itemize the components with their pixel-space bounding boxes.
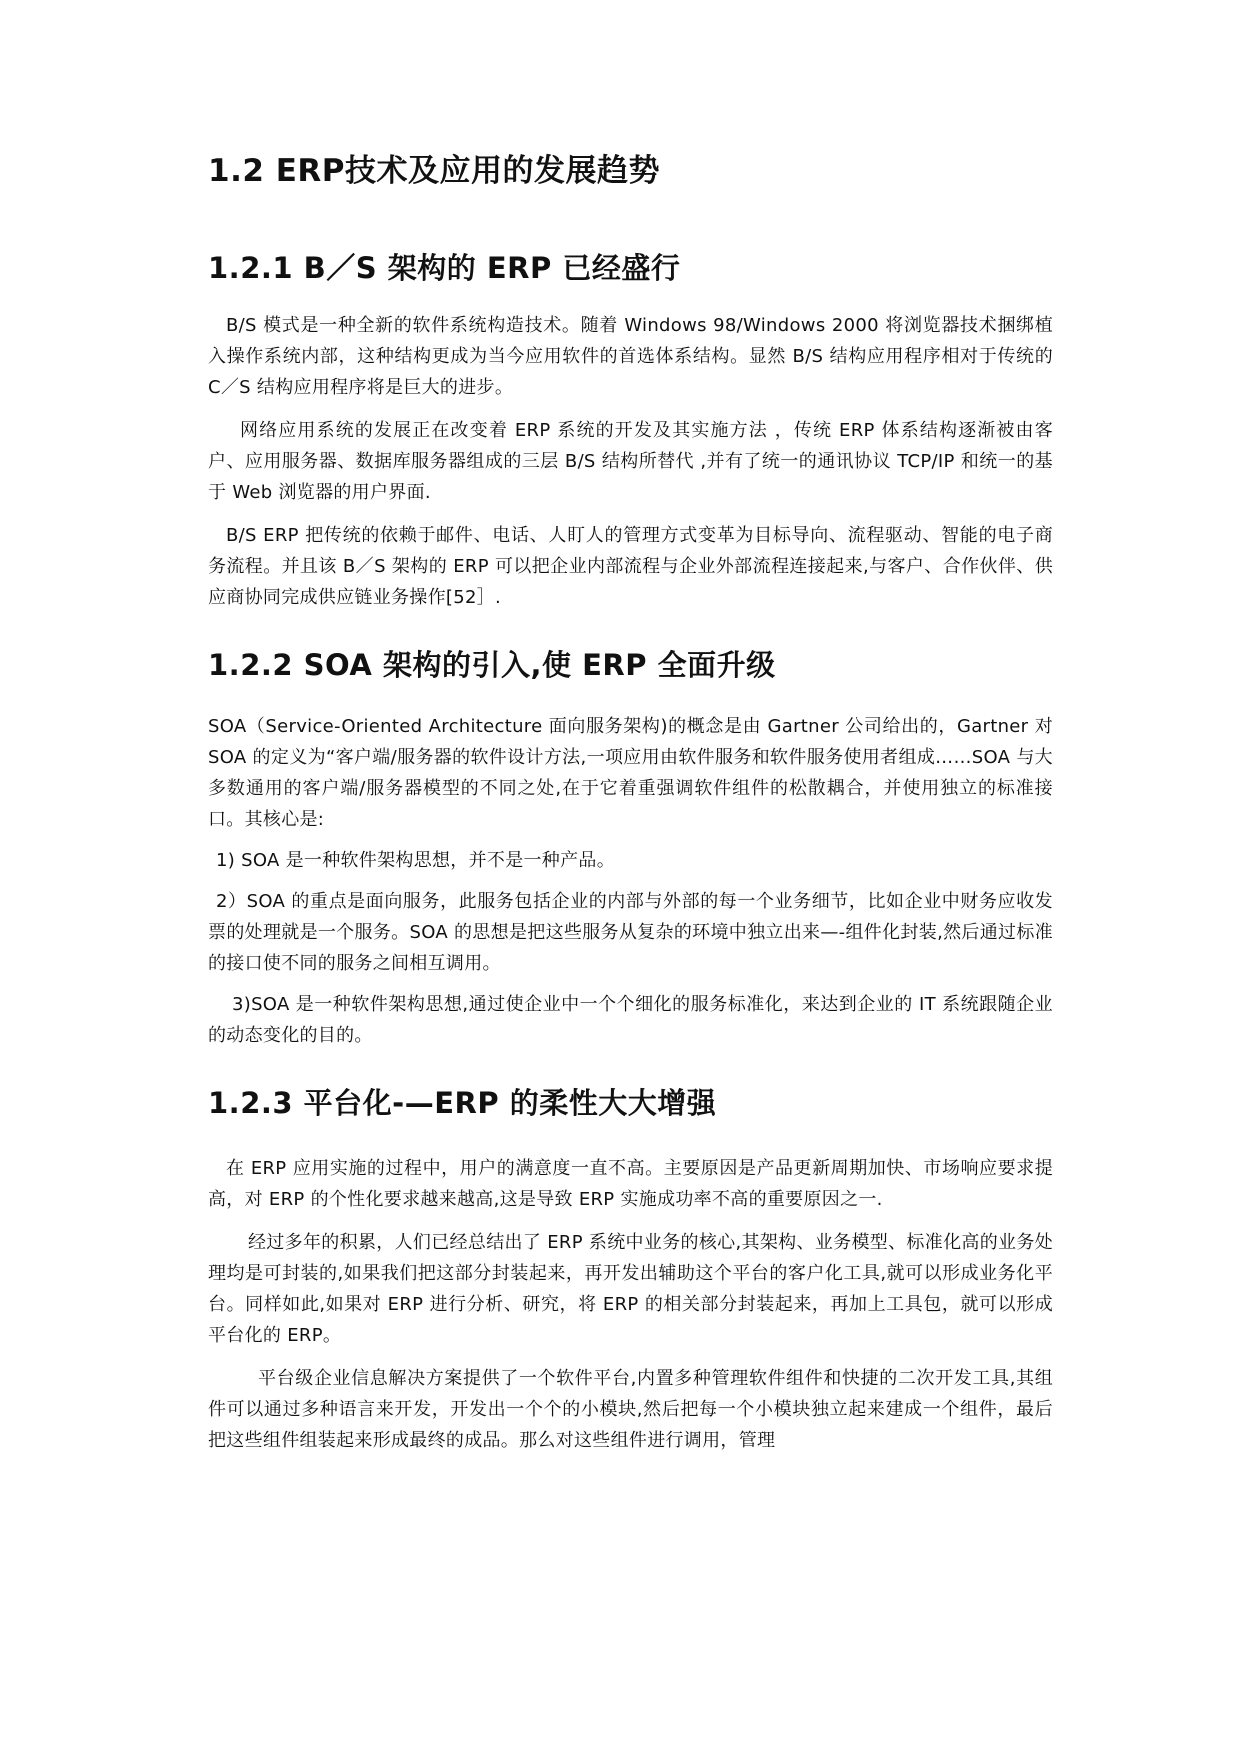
paragraph-platform-solution: 平台级企业信息解决方案提供了一个软件平台,内置多种管理软件组件和快捷的二次开发工具,其组件可以通过多种语言来开发，开发出一个个的小模块,然后把每一个小模块独立起来建成一个组件，最后把这些组件组装起来形成最终的成品。那么对这些组件进行调用，管理 xyxy=(208,1368,1053,1451)
paragraph-bs-erp: B/S ERP 把传统的依赖于邮件、电话、人盯人的管理方式变革为目标导向、流程驱动、智能的电子商务流程。并且该 B／S 架构的 ERP 可以把企业内部流程与企业外部流程连接起来,与客户、合作伙伴、供应商协同完成供应链业务操作[52］. xyxy=(208,525,1053,608)
paragraph-erp-platform: 经过多年的积累，人们已经总结出了 ERP 系统中业务的核心,其架构、业务模型、标准化高的业务处理均是可封装的,如果我们把这部分封装起来，再开发出辅助这个平台的客户化工具,就可以形成业务化平台。同样如此,如果对 ERP 进行分析、研究，将 ERP 的相关部分封装起来，再加上工具包，就可以形成平台化的 ERP。 xyxy=(208,1232,1053,1346)
subsection-title-1-2-2: 1.2.2 SOA 架构的引入,使 ERP 全面升级 xyxy=(208,648,776,682)
paragraph-bs-mode: B/S 模式是一种全新的软件系统构造技术。随着 Windows 98/Windows 2000 将浏览器技术捆绑植入操作系统内部，这种结构更成为当今应用软件的首选体系结构。显然 B/S 结构应用程序相对于传统的 C／S 结构应用程序将是巨大的进步。 xyxy=(208,315,1053,398)
list-item-soa-2: 2）SOA 的重点是面向服务，此服务包括企业的内部与外部的每一个业务细节，比如企业中财务应收发票的处理就是一个服务。SOA 的思想是把这些服务从复杂的环境中独立出来—-组件化封装,然后通过标准的接口使不同的服务之间相互调用。 xyxy=(208,891,1053,974)
list-item-soa-3: 3)SOA 是一种软件架构思想,通过使企业中一个个细化的服务标准化，来达到企业的 IT 系统跟随企业的动态变化的目的。 xyxy=(208,994,1053,1046)
subsection-title-1-2-3: 1.2.3 平台化-—ERP 的柔性大大增强 xyxy=(208,1086,717,1120)
list-item-soa-1: 1) SOA 是一种软件架构思想，并不是一种产品。 xyxy=(216,850,616,871)
paragraph-soa-concept: SOA（Service-Oriented Architecture 面向服务架构)的概念是由 Gartner 公司给出的，Gartner 对 SOA 的定义为“客户端/服务器的软件设计方法,一项应用由软件服务和软件服务使用者组成……SOA 与大多数通用的客户端/服务器模型的不同之处,在于它着重强调软件组件的松散耦合，并使用独立的标准接口。其核心是: xyxy=(208,716,1053,830)
subsection-title-1-2-1: 1.2.1 B／S 架构的 ERP 已经盛行 xyxy=(208,251,681,285)
section-title: 1.2 ERP技术及应用的发展趋势 xyxy=(208,153,660,189)
document-page xyxy=(208,150,1053,1456)
paragraph-network-apps: 网络应用系统的发展正在改变着 ERP 系统的开发及其实施方法 ，传统 ERP 体系结构逐渐被由客户、应用服务器、数据库服务器组成的三层 B/S 结构所替代 ,并有了统一的通讯协议 TCP/IP 和统一的基于 Web 浏览器的用户界面. xyxy=(208,420,1053,503)
paragraph-erp-satisfaction: 在 ERP 应用实施的过程中，用户的满意度一直不高。主要原因是产品更新周期加快、市场响应要求提高，对 ERP 的个性化要求越来越高,这是导致 ERP 实施成功率不高的重要原因之一. xyxy=(208,1158,1053,1210)
